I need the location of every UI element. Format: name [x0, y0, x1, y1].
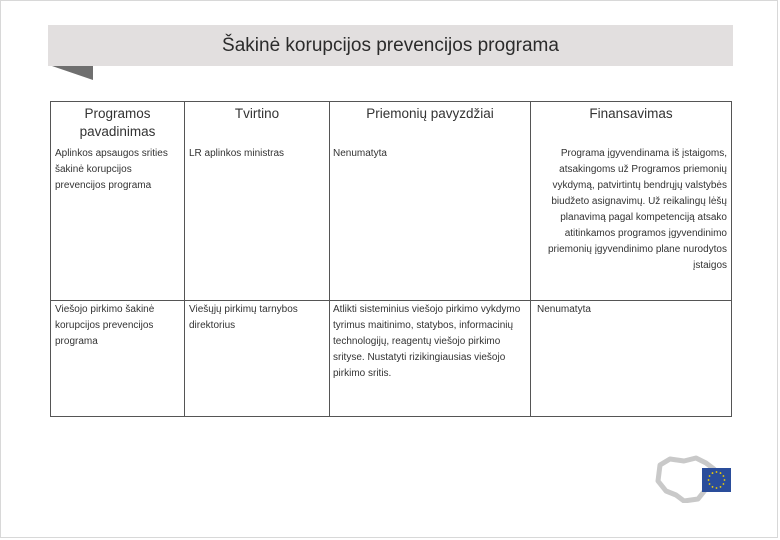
eu-star-icon: [709, 483, 711, 485]
cell-funding: Nenumatyta: [531, 301, 732, 417]
header-program-name: Programos pavadinimas: [51, 102, 185, 146]
header-measures: Priemonių pavyzdžiai: [330, 102, 531, 146]
header-approved-by: Tvirtino: [185, 102, 330, 146]
eu-star-icon: [716, 471, 718, 473]
cell-approved-by: Viešųjų pirkimų tarnybos direktorius: [185, 301, 330, 417]
header-funding: Finansavimas: [531, 102, 732, 146]
eu-star-icon: [724, 479, 726, 481]
cell-funding: Programa įgyvendinama iš įstaigoms, atsakingoms už Programos priemonių vykdymą, patvirtintų bendrųjų valstybės biudžeto asignavimų. Už reikalingų lėšų planavimą pagal kompetenciją atsako atitinkamos programos įgyvendinimo priemonių įgyvendinimo plane nurodytos įstaigos: [531, 145, 732, 301]
title-band: [48, 25, 733, 66]
eu-star-icon: [716, 487, 718, 489]
cell-approved-by: LR aplinkos ministras: [185, 145, 330, 301]
eu-star-icon: [720, 472, 722, 474]
eu-star-icon: [708, 479, 710, 481]
eu-star-icon: [712, 472, 714, 474]
eu-star-icon: [723, 475, 725, 477]
program-table: [50, 101, 732, 417]
cell-program-name: Aplinkos apsaugos srities šakinė korupcijos prevencijos programa: [51, 145, 185, 301]
cell-measures: Nenumatyta: [330, 145, 531, 301]
cell-measures: Atlikti sisteminius viešojo pirkimo vykdymo tyrimus maitinimo, statybos, informacinių technologijų, reagentų viešojo pirkimo srityse. Nustatyti rizikingiausias viešojo pirkimo sritis.: [330, 301, 531, 417]
page-title: Šakinė korupcijos prevencijos programa: [222, 34, 559, 56]
table-header-row: [51, 102, 732, 146]
eu-star-icon: [720, 486, 722, 488]
eu-star-icon: [709, 475, 711, 477]
lithuania-map-with-eu-flag-icon: [654, 455, 734, 503]
title-tab-decoration: [52, 66, 93, 80]
table-row: [51, 145, 732, 301]
table-row: [51, 301, 732, 417]
eu-star-icon: [723, 483, 725, 485]
cell-program-name: Viešojo pirkimo šakinė korupcijos prevencijos programa: [51, 301, 185, 417]
eu-star-icon: [712, 486, 714, 488]
